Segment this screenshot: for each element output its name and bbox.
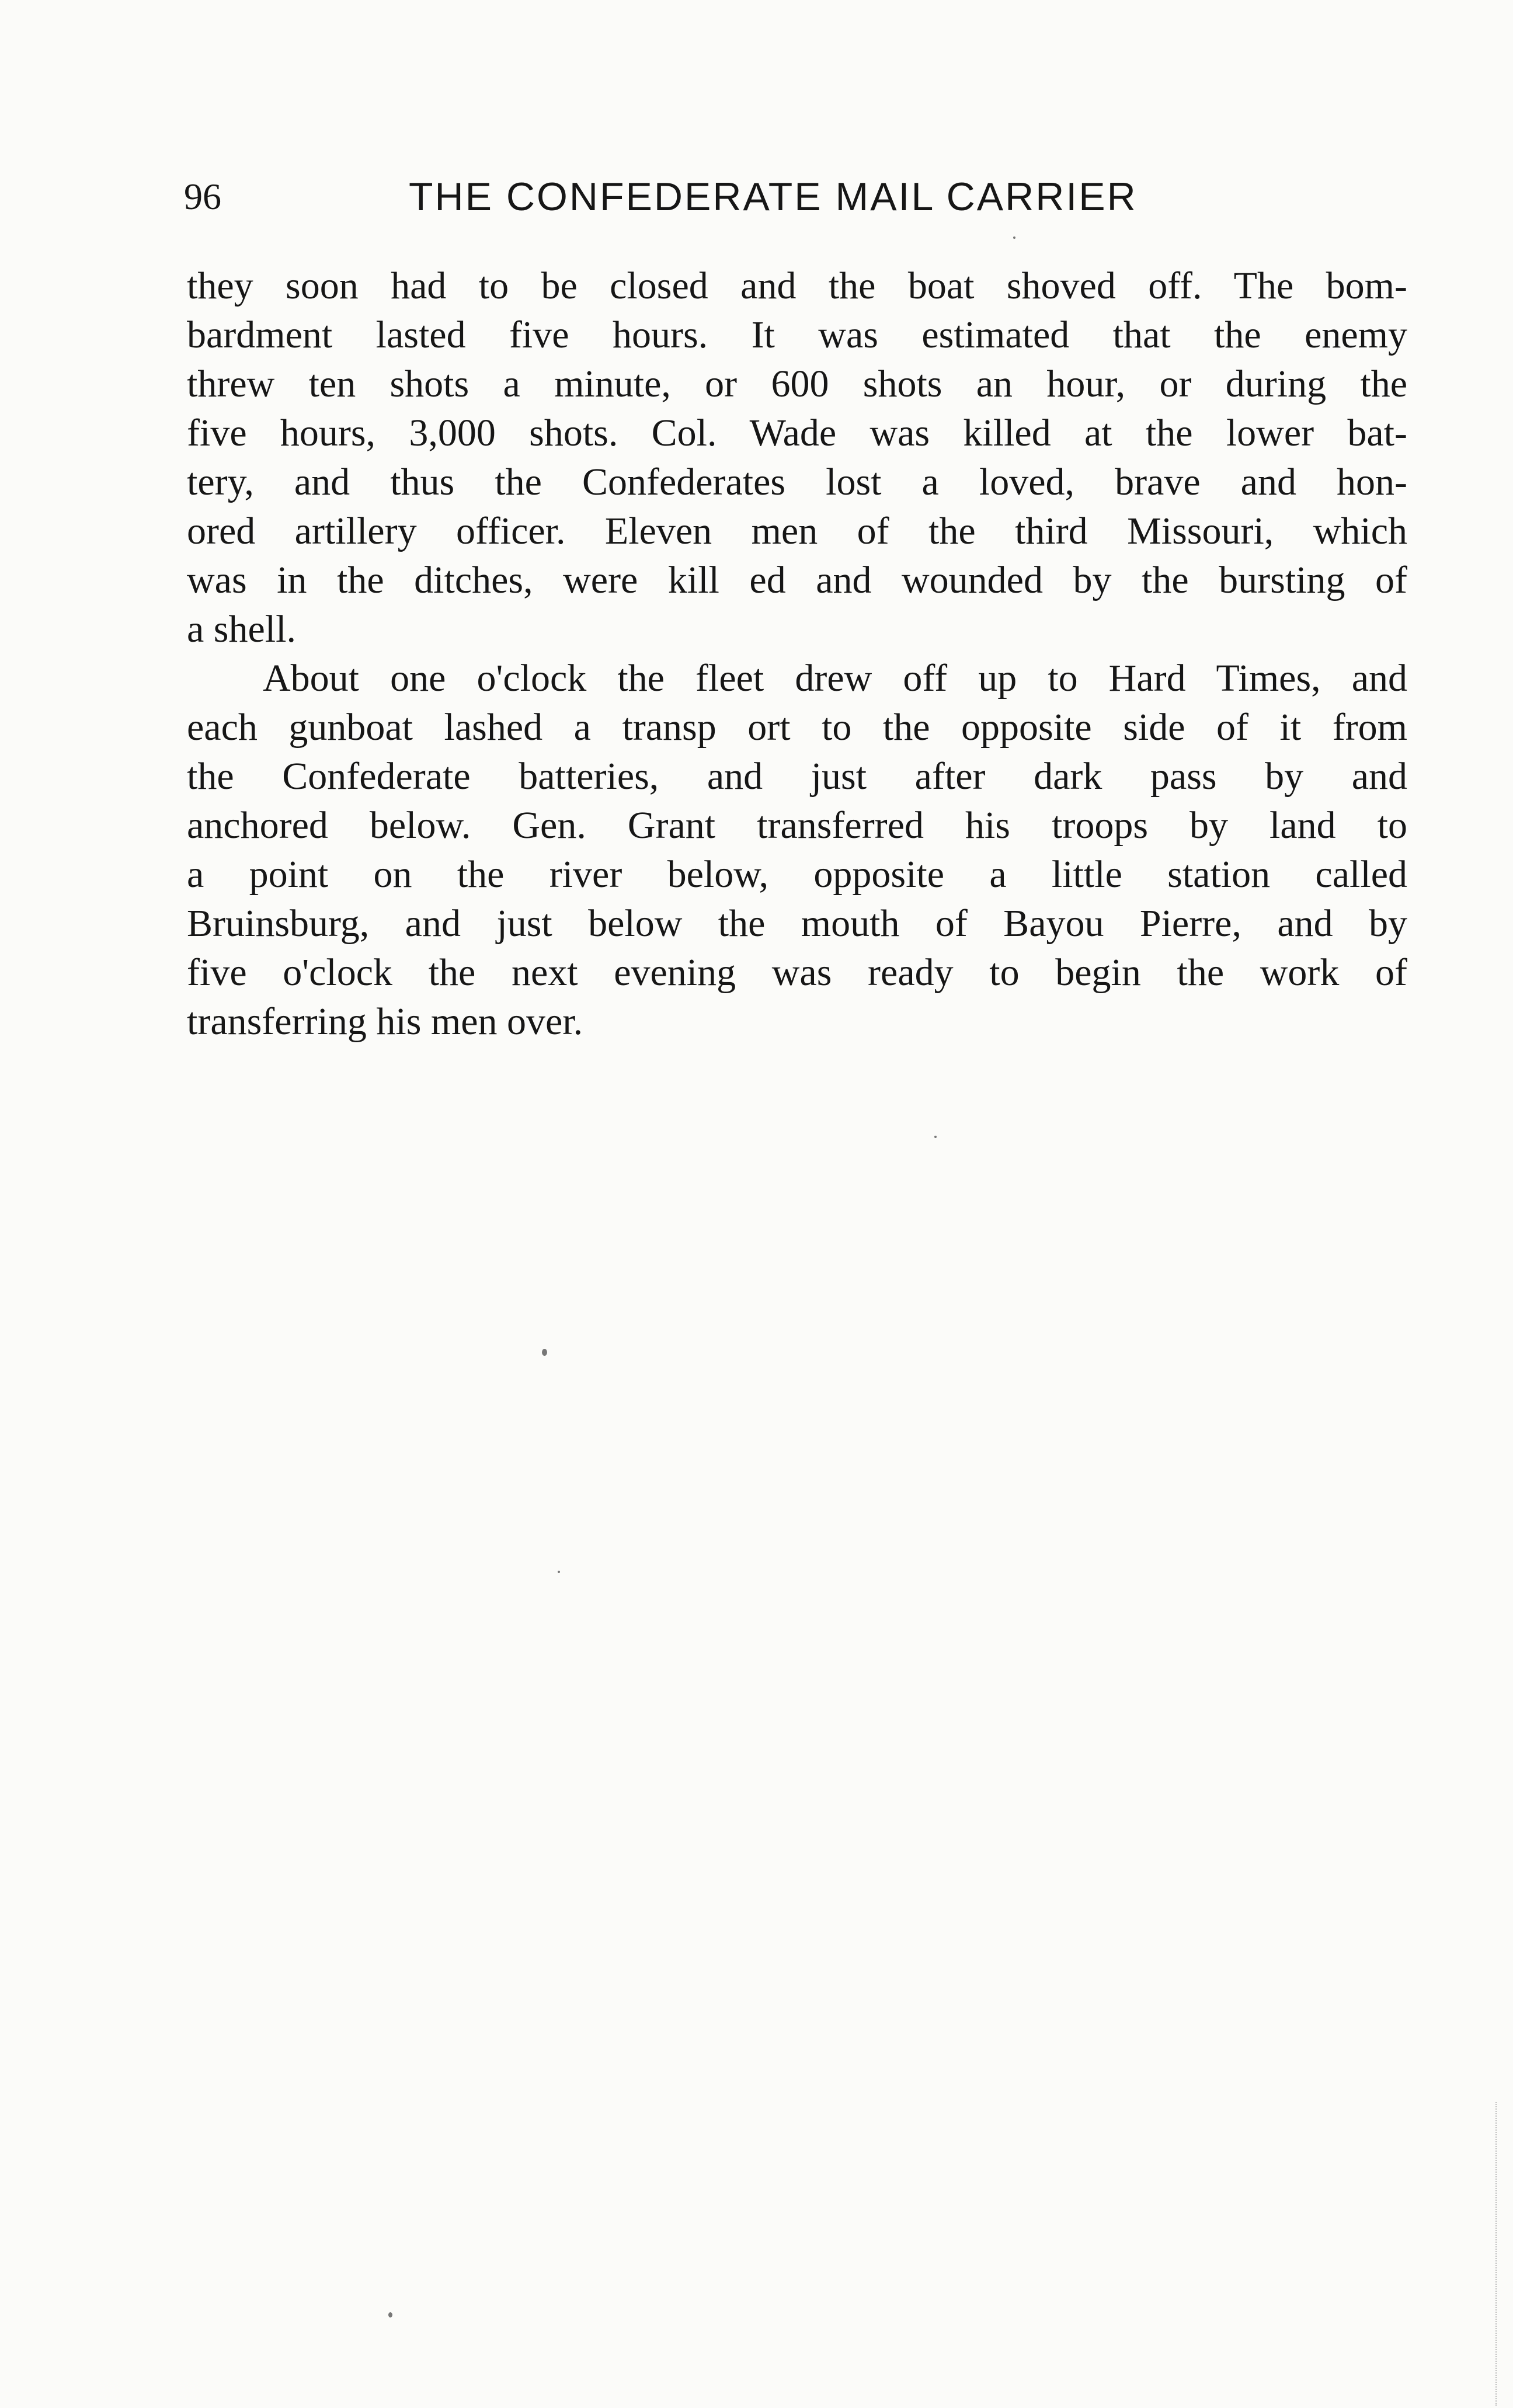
text-line: they soon had to be closed and the boat shoved off. The bom- — [187, 265, 1407, 307]
text-line: ored artillery officer. Eleven men of the third Missouri, which — [187, 510, 1407, 552]
text-line: anchored below. Gen. Grant transferred his troops by land to — [187, 804, 1407, 847]
text-line: a shell. — [187, 608, 296, 650]
text-line: threw ten shots a minute, or 600 shots an hour, or during the — [187, 363, 1407, 405]
body-text — [187, 262, 1407, 1046]
text-line: Bruinsburg, and just below the mouth of Bayou Pierre, and by — [187, 902, 1407, 945]
text-line: transferring his men over. — [187, 1000, 583, 1043]
paragraph-1 — [187, 262, 1407, 654]
text-line: tery, and thus the Confederates lost a loved, brave and hon- — [187, 461, 1407, 503]
text-line: each gunboat lashed a transp ort to the opposite side of it from — [187, 706, 1407, 749]
text-line: was in the ditches, were kill ed and wounded by the bursting of — [187, 559, 1407, 601]
text-line: five hours, 3,000 shots. Col. Wade was killed at the lower bat- — [187, 412, 1407, 454]
scan-edge-artifact — [1495, 2102, 1500, 2406]
running-title: THE CONFEDERATE MAIL CARRIER — [409, 175, 1138, 219]
page-header — [184, 170, 1311, 223]
text-line: five o'clock the next evening was ready to begin the work of — [187, 951, 1407, 994]
paper-speck — [558, 1571, 560, 1573]
text-line: a point on the river below, opposite a little station called — [187, 853, 1407, 896]
paper-speck — [542, 1349, 547, 1356]
paper-speck — [934, 1136, 937, 1138]
text-line: bardment lasted five hours. It was estimated that the enemy — [187, 314, 1407, 356]
paper-speck — [1013, 236, 1015, 239]
text-line: the Confederate batteries, and just after dark pass by and — [187, 755, 1407, 798]
page-number: 96 — [184, 176, 221, 217]
text-line: About one o'clock the fleet drew off up to Hard Times, and — [263, 657, 1407, 700]
paper-speck — [388, 2312, 392, 2317]
paragraph-2 — [187, 654, 1407, 1046]
